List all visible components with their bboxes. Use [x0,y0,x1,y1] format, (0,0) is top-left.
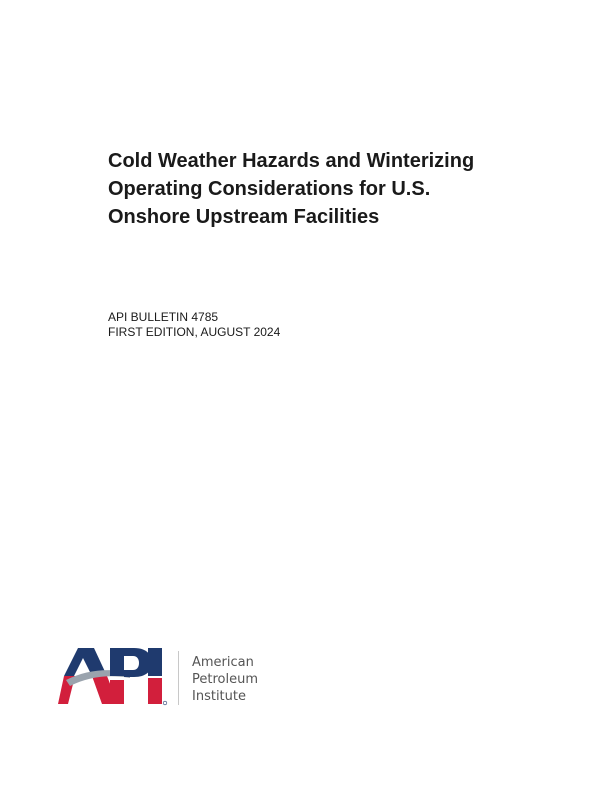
edition-date: FIRST EDITION, AUGUST 2024 [108,325,281,339]
document-title [108,147,578,231]
logo-i-red [148,678,162,704]
logo-registered-mark [163,701,167,705]
title-line-1: Cold Weather Hazards and Winterizing [108,150,475,172]
title-line-3: Onshore Upstream Facilities [108,206,380,228]
api-logo-icon [58,646,168,708]
logo-a-navy-left [64,648,88,676]
title-line-2: Operating Considerations for U.S. [108,178,431,200]
logo-p-red [110,680,124,704]
bulletin-number: API BULLETIN 4785 [108,310,219,324]
org-line-2: Petroleum [192,672,258,687]
logo-p-navy [110,648,152,677]
logo-divider [178,651,179,705]
organization-name [192,654,258,705]
org-line-1: American [192,655,254,670]
logo-i-navy [148,648,162,676]
org-line-3: Institute [192,689,246,704]
document-meta [108,310,280,340]
